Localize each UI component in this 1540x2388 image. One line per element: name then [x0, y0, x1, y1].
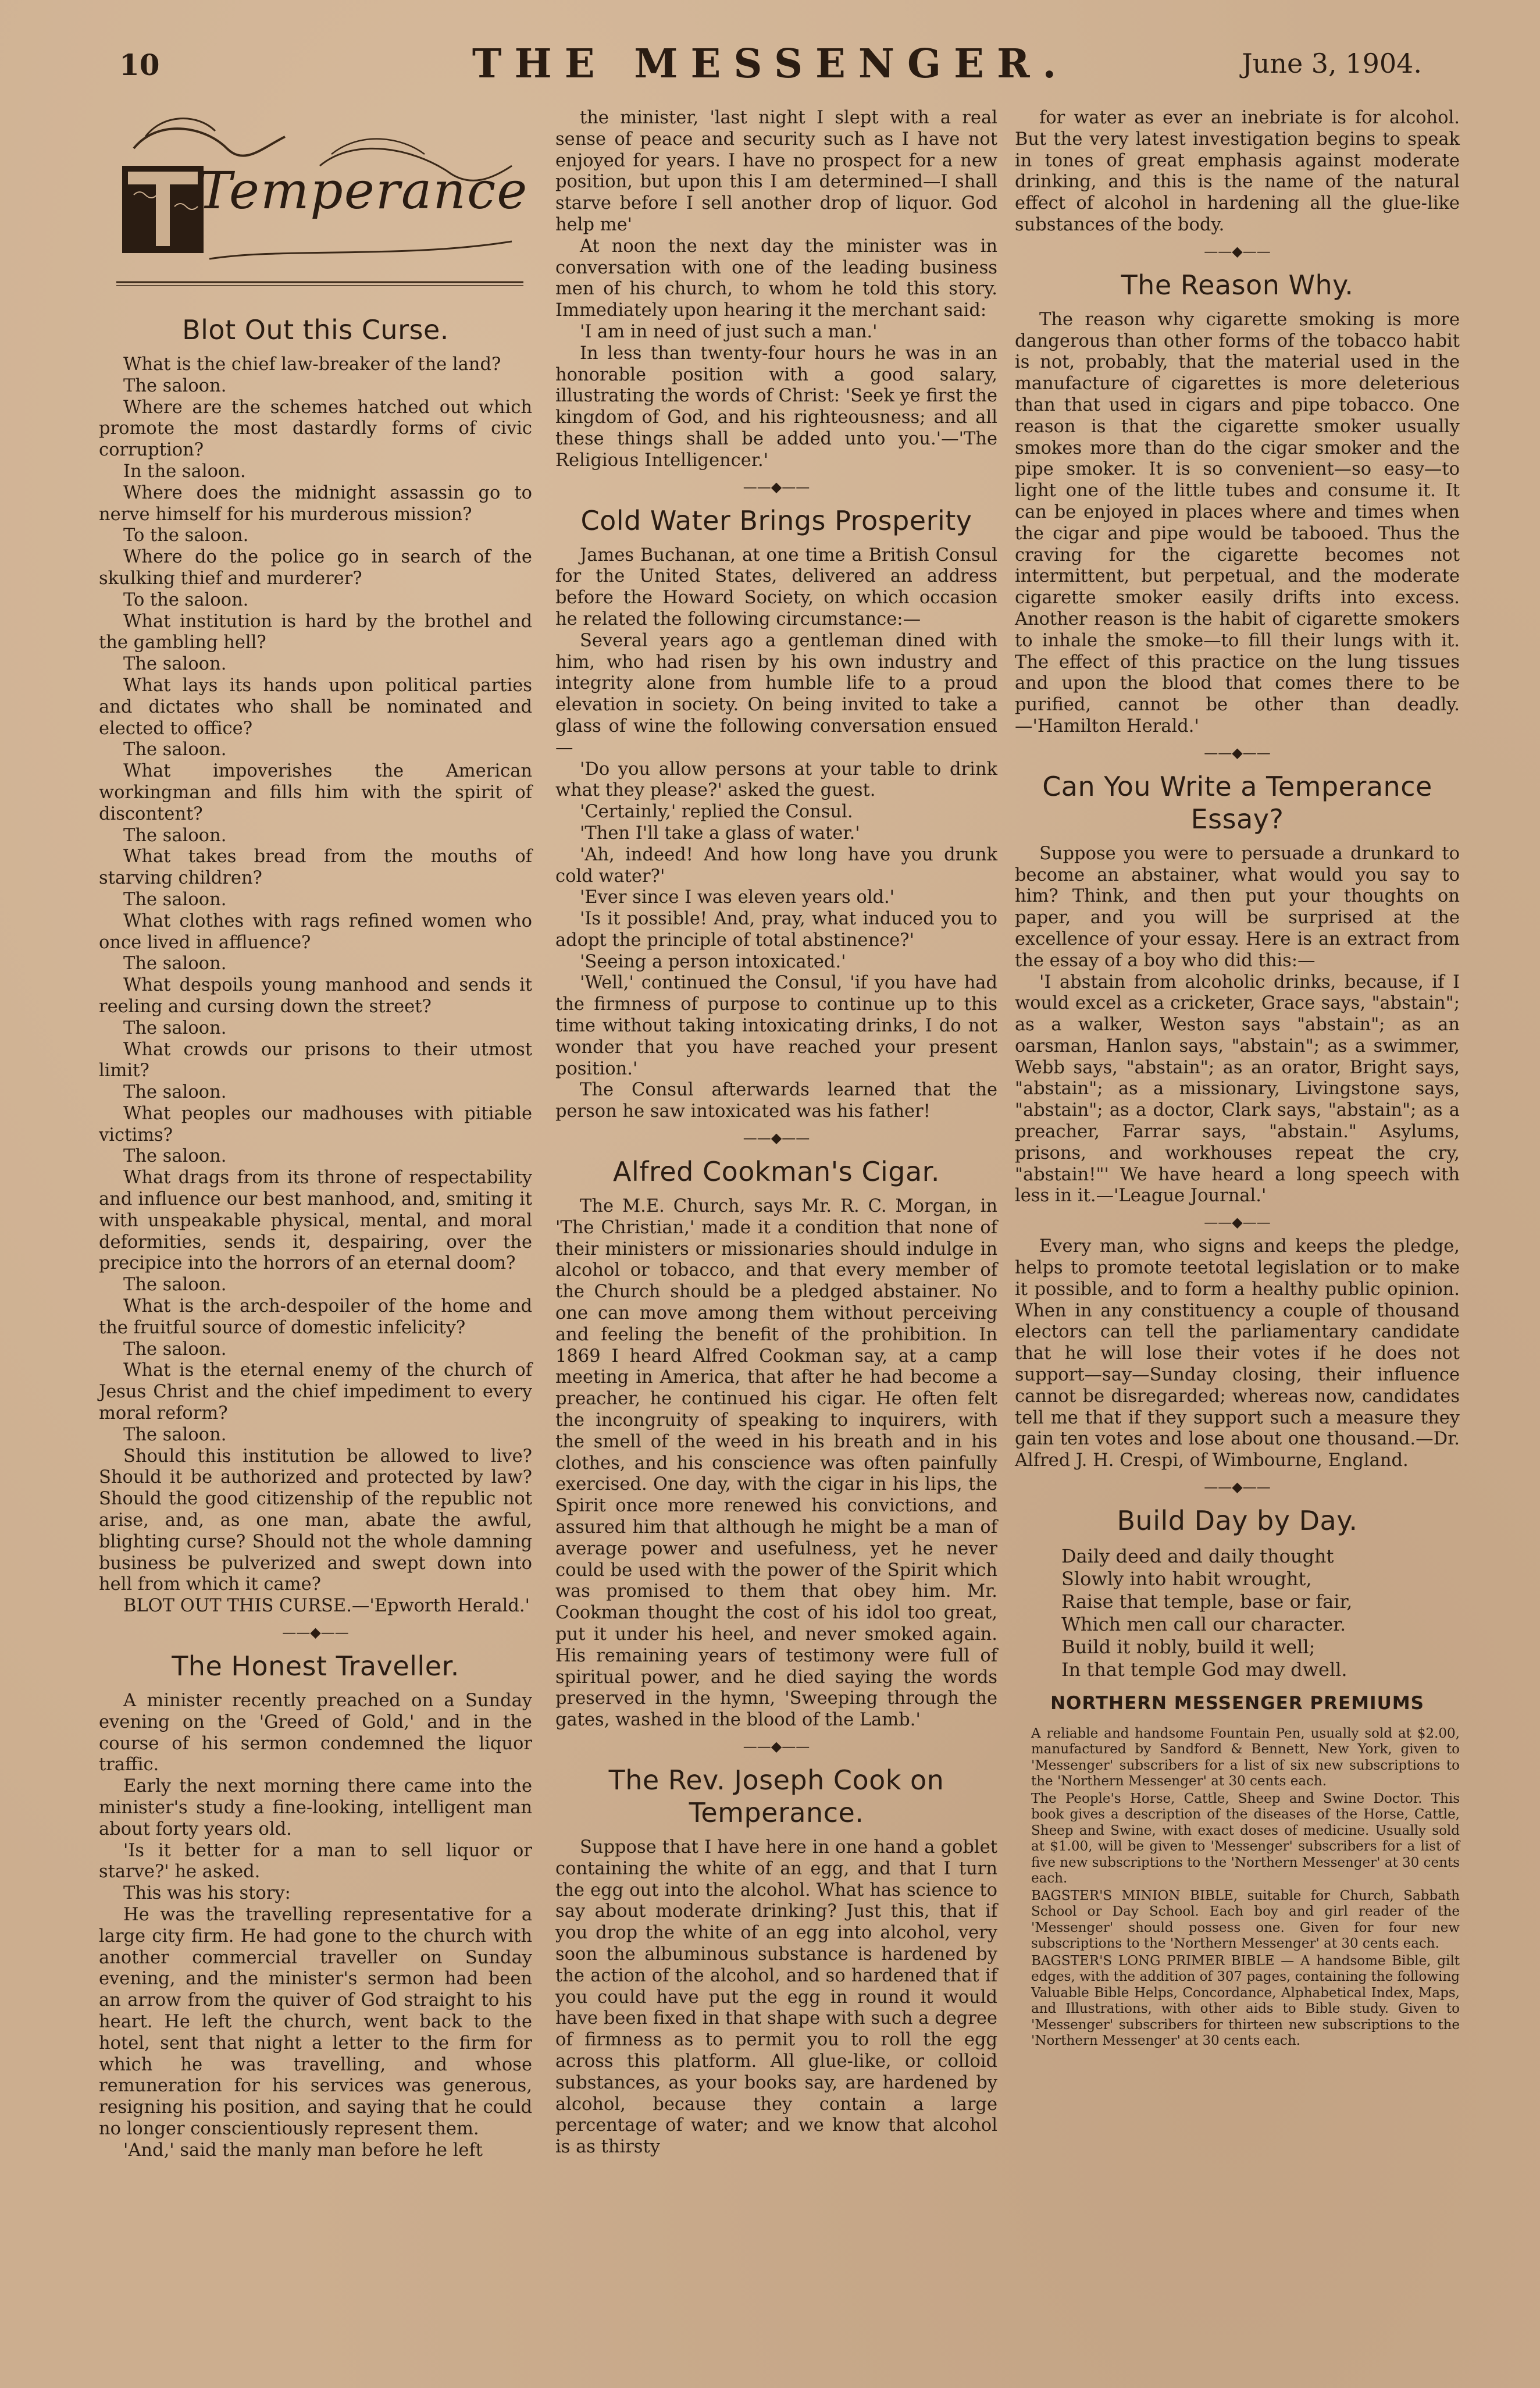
premium-item: The People's Horse, Cattle, Sheep and Swine Doctor. This book gives a description of the diseases of the Horse, Cattle, Sheep and Swine, with exact doses of medicine. Usually sold at $1.00, will be given to 'Messenger' subscribers for a list of five new subscriptions to the 'Northern Messenger' at 30 cents each.	[1031, 1791, 1460, 1887]
paragraph: In the saloon.	[123, 461, 246, 482]
paragraph: The saloon.	[123, 1017, 227, 1038]
paragraph: The saloon.	[123, 1275, 227, 1296]
paragraph: 'Then I'll take a glass of water.'	[580, 823, 860, 844]
premiums-list	[1015, 1726, 1460, 2049]
paragraph: What lays its hands upon political parties and dictates who shall be nominated and elected to office?	[99, 675, 532, 739]
paragraph: The saloon.	[123, 739, 227, 760]
paragraph: What is the eternal enemy of the church of Jesus Christ and the chief impediment to every moral reform?	[99, 1360, 532, 1424]
article-title: Build Day by Day.	[1117, 1505, 1358, 1537]
article-body	[1015, 1236, 1460, 1472]
paragraph: Suppose that I have here in one hand a goblet containing the white of an egg, and that I turn the egg out into the alcohol. What has science to say about moderate drinking? Just this, that if you drop the white of an egg into alcohol, very soon the albuminous substance is hardened by the action of the alcohol, and so hardened that if you could have put the egg in round it would have been fixed in that shape with such a degree of firmness as to permit you to roll the egg across this platform. All glue-like, or colloid substances, as your books say, are hardened by alcohol, because they contain a large percentage of water; and we know that alcohol is as thirsty	[555, 1837, 997, 2158]
column-3	[1015, 108, 1460, 2051]
page-header	[119, 41, 1422, 93]
article-body	[555, 1837, 997, 2158]
section-divider: ——◆——	[282, 1624, 349, 1641]
masthead: THE MESSENGER.	[472, 41, 1070, 87]
paragraph: 'Is it possible! And, pray, what induced you to adopt the principle of total abstinence?'	[555, 909, 997, 951]
section-divider: ——◆——	[1204, 243, 1271, 259]
paragraph: What clothes with rags refined women who once lived in affluence?	[99, 910, 532, 953]
premium-item: A reliable and handsome Fountain Pen, usually sold at $2.00, manufactured by Sandford & Bennett, New York, given to 'Messenger' subscribers for a list of six new subscriptions to the 'Northern Messenger' at 30 cents each.	[1031, 1725, 1460, 1789]
paragraph: The saloon.	[123, 825, 227, 846]
paragraph: To the saloon.	[123, 525, 249, 546]
paragraph: What drags from its throne of respectability and influence our best manhood, and, smiting it with unspeakable physical, mental, and moral deformities, sends it, despairing, over the precipice into the horrors of an eternal doom?	[99, 1168, 532, 1274]
article-body	[99, 354, 532, 1617]
paragraph: A minister recently preached on a Sunday evening on the 'Greed of Gold,' and in the course of his sermon condemned the liquor traffic.	[99, 1691, 532, 1775]
paragraph: 'Is it better for a man to sell liquor or starve?' he asked.	[99, 1840, 532, 1882]
paragraph: The saloon.	[123, 1339, 227, 1360]
premium-item: BAGSTER'S MINION BIBLE, suitable for Church, Sabbath School or Day School. Each boy and girl reader of the 'Messenger' should possess one. Given for four new subscriptions to the 'Northern Messenger' at 30 cents each.	[1031, 1888, 1460, 1952]
paragraph: 'Seeing a person intoxicated.'	[580, 951, 846, 972]
paragraph: Every man, who signs and keeps the pledge, helps to promote teetotal legislation or to make it possible, and to form a healthy public opinion. When in any constituency a couple of thousand electors can tell the parliamentary candidate that he will lose their votes if he does not support—say—Sunday closing, their influence cannot be disregarded; whereas now, candidates tell me that if they support such a measure they gain ten votes and lose about one thousand.—Dr. Alfred J. H. Crespi, of Wimbourne, England.	[1015, 1236, 1460, 1471]
section-divider: ——◆——	[743, 478, 810, 495]
article-body	[1015, 844, 1460, 1208]
paragraph: James Buchanan, at one time a British Consul for the United States, delivered an address before the Howard Society, on which occasion he related the following circumstance:—	[555, 544, 997, 629]
paragraph: The saloon.	[123, 654, 227, 675]
paragraph: The saloon.	[123, 889, 227, 910]
paragraph: Where does the midnight assassin go to nerve himself for his murderous mission?	[99, 482, 532, 525]
poem	[1015, 1545, 1460, 1681]
paragraph: What impoverishes the American workingman and fills him with the spirit of discontent?	[99, 761, 532, 824]
paragraph: He was the travelling representative for a large city firm. He had gone to the church with another commercial traveller on Sunday evening, and the minister's sermon had been an arrow from the quiver of God straight to his heart. He left the church, went back to the hotel, sent that night a letter to the firm for which he was travelling, and whose remuneration for his services was generous, resigning his position, and saying that he could no longer conscientiously represent them.	[99, 1904, 532, 2139]
paragraph: 'I am in need of just such a man.'	[580, 321, 878, 342]
paragraph: The saloon.	[123, 1424, 227, 1445]
paragraph: 'I abstain from alcoholic drinks, because, if I would excel as a cricketer, Grace says, "abstain"; as a walker, Weston says "abstain"; as an oarsman, Hanlon says, "abstain"; as a swimmer, Webb says, "abstain"; as an orator, Bright says, "abstain"; as a missionary, Livingstone says, "abstain"; as a doctor, Clark says, "abstain"; as a preacher, Farrar says, "abstain." Asylums, prisons, and workhouses repeat the cry, "abstain!"' We have heard a long speech with less in it.—'League Journal.'	[1015, 971, 1460, 1207]
poem-line: Which men call our character.	[1061, 1613, 1346, 1636]
column-1	[99, 108, 532, 2162]
paragraph: for water as ever an inebriate is for alcohol. But the very latest investigation begins to speak in tones of great emphasis against moderate drinking, and this is the name of the natural effect of alcohol in hardening all the glue-like substances of the body.	[1015, 108, 1460, 235]
paragraph: What takes bread from the mouths of starving children?	[99, 846, 532, 889]
paragraph: 'Do you allow persons at your table to drink what they please?' asked the guest.	[555, 759, 997, 801]
section-divider: ——◆——	[743, 1738, 810, 1754]
paragraph: What is the chief law-breaker of the land?	[123, 354, 501, 375]
paragraph: BLOT OUT THIS CURSE.—'Epworth Herald.'	[123, 1596, 530, 1617]
article-title: The Honest Traveller.	[172, 1650, 459, 1682]
paragraph: What crowds our prisons to their utmost limit?	[99, 1039, 532, 1081]
issue-date: June 3, 1904.	[1242, 48, 1422, 79]
paragraph: Several years ago a gentleman dined with him, who had risen by his own industry and integrity alone from humble life to a proud elevation in society. On being invited to take a glass of wine the following conversation ensued—	[555, 630, 997, 758]
article-body	[555, 1196, 997, 1731]
poem-line: Raise that temple, base or fair,	[1061, 1590, 1353, 1613]
article-body	[1015, 309, 1460, 738]
paragraph: Where are the schemes hatched out which promote the most dastardly forms of civic corruption?	[99, 397, 532, 461]
paragraph: What despoils young manhood and sends it reeling and cursing down the street?	[99, 975, 532, 1017]
paragraph: 'Well,' continued the Consul, 'if you have had the firmness of purpose to continue up to this time without taking intoxicating drinks, I do not wonder that you have reached your present position.'	[555, 973, 997, 1079]
section-divider: ——◆——	[1204, 1214, 1271, 1231]
article-body	[555, 108, 997, 472]
paragraph: What is the arch-despoiler of the home and the fruitful source of domestic infelicity?	[99, 1296, 532, 1338]
temperance-logo	[99, 108, 532, 300]
premium-item: BAGSTER'S LONG PRIMER BIBLE — A handsome Bible, gilt edges, with the addition of 307 pages, containing the following Valuable Bible Helps, Concordance, Alphabetical Index, Maps, and Illustrations, with other aids to Bible study. Given to 'Messenger' subscribers for thirteen new subscriptions to the 'Northern Messenger' at 30 cents each.	[1031, 1953, 1460, 2049]
article-title: The Reason Why.	[1121, 269, 1354, 301]
article-body	[555, 545, 997, 1123]
column-2	[555, 108, 997, 2158]
paragraph: the minister, 'last night I slept with a real sense of peace and security such as I have not enjoyed for years. I have no prospect for a new position, but upon this I am determined—I shall starve before I sell another drop of liquor. God help me'	[555, 108, 997, 235]
poem-line: Slowly into habit wrought,	[1061, 1568, 1312, 1590]
paragraph: What peoples our madhouses with pitiable victims?	[99, 1103, 532, 1145]
temperance-logo-text: Temperance	[198, 161, 529, 220]
article-title: Can You Write a Temperance Essay?	[1042, 770, 1432, 835]
paragraph: This was his story:	[123, 1883, 291, 1904]
poem-line: Build it nobly, build it well;	[1061, 1636, 1316, 1659]
paragraph: 'Certainly,' replied the Consul.	[580, 802, 853, 823]
paragraph: To the saloon.	[123, 589, 249, 610]
article-body	[99, 1691, 532, 2162]
paragraph: The M.E. Church, says Mr. R. C. Morgan, in 'The Christian,' made it a condition that none of their ministers or missionaries should indulge in alcohol or tobacco, and that every member of the Church should be a pledged abstainer. No one can move among them without perceiving and feeling the benefit of the prohibition. In 1869 I heard Alfred Cookman say, at a camp meeting in America, that after he had become a preacher, he continued his cigar. He often felt the incongruity of speaking to inquirers, with the smell of the weed in his breath and in his clothes, and his conscience was often painfully exercised. One day, with the cigar in his lips, the Spirit once more renewed his convictions, and assured him that although he might be a man of average power and usefulness, yet he never could be used with the power of the Spirit which was promised to them that obey him. Mr. Cookman thought the cost of his idol too great, put it under his heel, and never smoked again. His remaining years of testimony were full of spiritual power, and he died saying the words preserved in the hymn, 'Sweeping through the gates, washed in the blood of the Lamb.'	[555, 1196, 997, 1731]
paragraph: Early the next morning there came into the minister's study a fine-looking, intelligent man about forty years old.	[99, 1776, 532, 1839]
paragraph: The saloon.	[123, 953, 227, 974]
poem-line: Daily deed and daily thought	[1061, 1545, 1334, 1568]
section-divider: ——◆——	[743, 1130, 810, 1147]
paragraph: 'Ah, indeed! And how long have you drunk cold water?'	[555, 844, 997, 887]
article-title: Alfred Cookman's Cigar.	[613, 1156, 940, 1188]
paragraph: Suppose you were to persuade a drunkard to become an abstainer, what would you say to him? Think, and then put your thoughts on paper, and you will be surprised at the excellence of your essay. Here is an extract from the essay of a boy who did this:—	[1015, 843, 1460, 971]
section-divider: ——◆——	[1204, 1479, 1271, 1496]
article-title: Cold Water Brings Prosperity	[580, 504, 972, 536]
paragraph: In less than twenty-four hours he was in an honorable position with a good salary, illustrating the words of Christ: 'Seek ye first the kingdom of God, and his righteousness; and all these things shall be added unto you.'—'The Religious Intelligencer.'	[555, 343, 997, 471]
paragraph: The reason why cigarette smoking is more dangerous than other forms of the tobacco habit is not, probably, that the material used in the manufacture of cigarettes is more deleterious than that used in cigars and pipe tobacco. One reason is that the cigarette smoker usually smokes more than do the cigar smoker and the pipe smoker. It is so convenient—so easy—to light one of the little tubes and consume it. It can be enjoyed in places where and times when the cigar and pipe would be tabooed. Thus the craving for the cigarette becomes not intermittent, but perpetual, and the moderate cigarette smoker easily drifts into excess. Another reason is the habit of cigarette smokers to inhale the smoke—to fill their lungs with it. The effect of this practice on the lung tissues and upon the blood that comes there to be purified, cannot be other than deadly.—'Hamilton Herald.'	[1015, 309, 1460, 736]
paragraph: 'Ever since I was eleven years old.'	[580, 887, 895, 908]
paragraph: At noon the next day the minister was in conversation with one of the leading business men of his church, to whom he told this story. Immediately upon hearing it the merchant said:	[555, 236, 997, 321]
paragraph: The saloon.	[123, 1146, 227, 1167]
article-title: Blot Out this Curse.	[182, 314, 449, 346]
article-title: The Rev. Joseph Cook on Temperance.	[608, 1764, 944, 1828]
section-divider: ——◆——	[1204, 744, 1271, 761]
poem-line: In that temple God may dwell.	[1061, 1659, 1348, 1681]
paragraph: What institution is hard by the brothel and the gambling hell?	[99, 611, 532, 653]
paragraph: The saloon.	[123, 375, 227, 396]
paragraph: Should this institution be allowed to live? Should it be authorized and protected by law? Should the good citizenship of the republic not arise, and, as one man, abate the awful, blighting curse? Should not the whole damning business be pulverized and swept down into hell from which it came?	[99, 1446, 532, 1595]
paragraph: Where do the police go in search of the skulking thief and murderer?	[99, 547, 532, 589]
paragraph: 'And,' said the manly man before he left	[123, 2140, 483, 2161]
paragraph: The saloon.	[123, 1082, 227, 1103]
paragraph: The Consul afterwards learned that the person he saw intoxicated was his father!	[555, 1080, 997, 1122]
page-number: 10	[119, 48, 160, 82]
premiums-heading: NORTHERN MESSENGER PREMIUMS	[1050, 1693, 1424, 1714]
article-body	[1015, 108, 1460, 236]
